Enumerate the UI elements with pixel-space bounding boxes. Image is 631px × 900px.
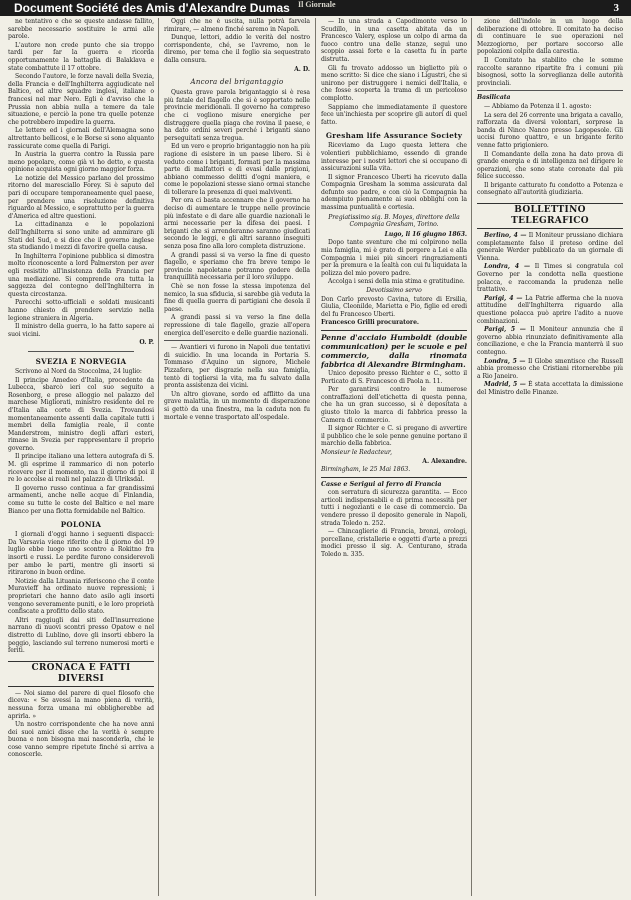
article-body: [321, 142, 467, 211]
newspaper-masthead-fragment: Il Giornale: [298, 0, 336, 9]
column-2: [164, 18, 310, 896]
section-heading: Basilicata: [477, 94, 511, 102]
telegram-item: [477, 232, 623, 262]
paragraph: Le notizie del Messico parlano del prossimo ritorno del maresciallo Forey. Si è saputo del pari di occupare temporaneamente quel paese, per prendere una risoluzione definitiva riguardo al Messico, e soprattutto per la guerra d'America ed altre questioni.: [8, 174, 154, 220]
telegram-text: Il Moniteur annunzia che il governo abbia rinunziato definitivamente alla conciliazione, e che la Francia manterrà il suo contegno.: [477, 326, 623, 356]
paragraph: Riceviamo da Lugo questa lettera che volentieri pubblichiamo, essendo di grande interesse per i nostri lettori che si occupano di assicurazioni sulla vita.: [321, 142, 467, 173]
paragraph: — Chincaglierie di Francia, bronzi, orologi, porcellane, cristallerie e oggetti d'arte a prezzi modici presso il sig. A. Centurano, strada Toledo n. 335.: [321, 528, 467, 559]
telegram-text: Il Times si congratula col Governo per la condotta nella questione polacca, e raccomanda la prudenza nelle trattative.: [477, 263, 623, 294]
paragraph: Accolga i sensi della mia stima e gratitudine.: [328, 278, 465, 286]
column-rule: [158, 18, 159, 896]
paragraph: Il signor Richter e C. si pregano di avvertire il pubblico che le sole penne genuine portano il marchio della fabbrica.: [321, 425, 467, 448]
article-body: [8, 531, 154, 655]
paragraph: Gli fu trovato addosso un biglietto più o meno scritto: Si dice che siano i Ligustri, che si unirono per distruggere i nemici dell'Italia, e che fosse scoperta la trama di un pericoloso complotto.: [321, 64, 467, 102]
column-rule: [315, 18, 316, 896]
telegram-item: [477, 381, 623, 396]
telegram-text: Il Globe smentisce che Russell abbia promesso che Cristiani ritornerebbe più a Rio Janeiro.: [477, 357, 623, 380]
paragraph: In Austria la guerra contro la Russia pare meno popolare, come già vi ho detto, e questa opinione acquista ogni giorno maggior forza.: [8, 151, 154, 174]
article-body: [8, 690, 154, 759]
telegram-item: [477, 358, 623, 381]
telegram-place: Parigi, 4 —: [484, 294, 523, 302]
article-body: [477, 18, 623, 87]
section-heading: Gresham life Assurance Society: [325, 131, 463, 141]
letter-closing: Devotissimo servo: [366, 287, 422, 294]
paragraph: Il Comandante della zona ha dato prova di grande energia e di intelligenza nel dirigere le operazioni, che sono state coronate dal più felice successo.: [477, 150, 623, 181]
paragraph: Il principe Amedeo d'Italia, procedente da Lubecca, sbarcò ieri col suo seguito a Rosenborg, e prese alloggio nel palazzo del marchese Migliorati, ministro residente del re d'Italia alla corte di Svezia. Trovandosi momentaneamente assenti dalla capitale tutti i membri della famiglia reale, il conte Manderstrom, ministro degli affari esteri, rimase in Svezia per rappresentare il proprio governo.: [8, 376, 154, 452]
telegram-place: Parigi, 5 —: [484, 326, 526, 334]
paragraph: In Inghilterra l'opinione pubblica si dimostra molto riconoscente a lord Palmerston per aver egli resistito all'insistenza della Francia per una mediazione. Si comprende ora tutta la saggezza del contegno dell'Inghilterra in questa circostanza.: [8, 252, 154, 298]
column-rule: [471, 18, 472, 896]
paragraph: Le lettere ed i giornali dell'Alemagna sono altrettanto bellicosi, e le Borse si sono alquanto rassicurate come quella di Parigi.: [8, 127, 154, 150]
telegram-place: Londra, 5 —: [484, 357, 526, 365]
paragraph: Dopo tante sventure che mi colpirono nella mia famiglia, mi è grato di porgere a Lei e alla Compagnia i miei più sinceri ringraziamenti per la premura e la lealtà con cui fu liquidata la polizza del mio povero padre.: [321, 239, 467, 277]
article-body: [8, 368, 154, 515]
letter-signer: Don Carlo prevosto Cavina, tutore di Ersilia, Giulia, Cleonilde, Marietta e Pio, figlie ed eredi del fu Francesco Uberti.: [321, 295, 467, 318]
paragraph: A grandi passi si va verso la fine della repressione di tale flagello, grazie all'opera energica dell'esercito e delle guardie nazionali.: [164, 314, 310, 337]
paragraph: Per ora ci basta accennare che il governo ha deciso di aumentare le truppe nelle provincie più infestate e di dare alle guardie nazionali le armi necessarie per la difesa dei paesi. I briganti che si arrenderanno saranno giudicati secondo le leggi, e gli altri saranno inseguiti senza posa fino alla loro completa distruzione.: [164, 197, 310, 251]
paragraph: Un nostro corrispondente che ha nove anni dei suoi amici disse che la verità è sempre buona e non bisogna mai nasconderla, che le cose vanno sempre ripetute finché si arriva a conoscerle.: [8, 721, 154, 759]
letter-place-date: Lugo, li 16 giugno 1863.: [384, 230, 467, 238]
paragraph: Questa grave parola brigantaggio si è resa più fatale del flagello che si è sopportato nelle provincie meridionali. Il governo ha compreso che ci vogliono misure energiche per distruggere quella piaga che rovina il paese, e ha dato ordini severi perché i briganti siano perseguitati senza tregua.: [164, 89, 310, 142]
article-body: [164, 89, 310, 337]
article-signature: O. P.: [139, 339, 154, 347]
paragraph: A grandi passi si va verso la fine di questo flagello, e speriamo che fra breve tempo le provincie napoletane potranno godere della tranquillità necessaria per il loro sviluppo.: [164, 251, 310, 282]
paragraph: — Avantieri vi furono in Napoli due tentativi di suicidio. In una locanda in Portaria S. Tommaso d'Aquino un signore, Michele Pizzafera, per disgrazie nella sua famiglia, tentò di togliersi la vita, ma fu salvato dalla pronta assistenza dei vicini.: [164, 344, 310, 390]
basilicata-title-line: [477, 94, 623, 102]
telegram-item: [477, 263, 623, 293]
paragraph: Il governo russo continua a far grandissimi armamenti, anche nelle acque di Finlandia, come su tutte le coste del Baltico e nel mare Bianco per una flotta formidabile nel Baltico.: [8, 484, 154, 515]
paragraph: Oggi che ne è uscita, nulla potrà farvela rimirare, — almeno finché saremo in Napoli.: [164, 18, 310, 33]
section-heading: BOLLETTINO TELEGRAFICO: [477, 203, 623, 229]
divider: [28, 351, 134, 352]
paragraph: Un altro giovane, sordo ed afflitto da una grave malattia, in un momento di disperazione si gettò da una finestra, ma la caduta non fu mortale e venne trasportato all'ospedale.: [164, 390, 310, 421]
divider: [477, 90, 623, 91]
article-body: [321, 18, 467, 126]
document-title: Document Société des Amis d'Alexandre Dumas: [14, 1, 290, 15]
letter-signer: A. Alexandre.: [422, 457, 467, 465]
paragraph: — Abbiamo da Potenza il 1. agosto:: [484, 102, 592, 110]
letter-secretary: Francesco Grilli procuratore.: [321, 319, 419, 327]
section-heading: CRONACA E FATTI DIVERSI: [8, 661, 154, 687]
paragraph: Il signor Francesco Uberti ha ricevuto dalla Compagnia Gresham la somma assicurata dal defunto suo padre, e con ciò la Compagnia ha adempiuto pienamente ai suoi obblighi con la massima puntualità e cortesia.: [321, 173, 467, 212]
paragraph: Parecchi sotto-ufficiali e soldati musicanti hanno chiesto di prendere servizio nella legione straniera in Algeria.: [8, 299, 154, 322]
section-heading: POLONIA: [60, 520, 102, 530]
article-body: [164, 344, 310, 421]
advertisement-title: Penne d'acciaio Humboldt (double communication) per le scuole e pel commercio, dalla rinomata fabbrica di Alexandre Birmingham.: [321, 332, 467, 369]
letter-addressee: Pregiatissimo sig. B. Moyes, direttore della Compagnia Gresham, Torino.: [328, 213, 460, 229]
telegram-text: La Patrie afferma che la nuova attitudine dell'Inghilterra riguardo alla questione polacca può aprire l'adito a nuove combinazioni.: [477, 294, 623, 325]
divider: [164, 340, 310, 341]
telegram-item: [477, 326, 623, 356]
telegram-text: Il Moniteur prussiano dichiara completamente falso il preteso ordine del generale Werder pubblicato da un giornale di Vienna.: [477, 232, 623, 262]
paragraph: — Noi siamo del parere di quel filosofo che diceva: « Se avessi la mano piena di verità, nessuna forza umana mi obbligherebbe ad aprirla. »: [8, 689, 154, 720]
section-heading: SVEZIA E NORVEGIA: [35, 356, 127, 366]
article-body: [477, 103, 623, 197]
paragraph: Il Comitato ha stabilito che le somme raccolte saranno ripartite fra i comuni più bisognosi, sotto la sorveglianza delle autorità provinciali.: [477, 56, 623, 87]
paragraph: Ed un vero e proprio brigantaggio non ha più ragione di esistere in un paese libero. Si è veduto come i briganti, formati per la massima parte di malfattori e di evasi dalle prigioni, abbiano commesso delitti d'ogni maniera, e come le popolazioni stesse siano ormai stanche di tollerare la presenza di quei malviventi.: [164, 143, 310, 196]
paragraph: Chè se non fosse la stessa impotenza del nemico, la sua sfiducia, si sarebbe già veduta la fine di quella guerra di partigiani che desola il paese.: [164, 283, 310, 313]
paragraph: Notizie dalla Lituania riferiscono che il conte Muravieff ha ordinato nuove repressioni; i proprietari che hanno dato asilo agli insorti vengono severamente puniti, e le loro proprietà confiscate a profitto dello stato.: [8, 577, 154, 616]
paragraph: Il principe italiano una lettera autografa di S. M. gli esprime il rammarico di non poterlo ricevere per il momento, ma il giorno di poi il re lo accolse ai reali nel palazzo di Ulriksdal.: [8, 453, 154, 484]
article-body: [321, 239, 467, 286]
telegram-place: Londra, 4 —: [484, 263, 531, 271]
telegram-item: [477, 295, 623, 325]
section-heading: Ancora del brigantaggio: [190, 78, 284, 87]
paragraph: ne tentativo e che se queste andasse fallito, sarebbe necessario sostituire le armi alle parole.: [8, 18, 154, 41]
letter-salutation: Monsieur le Redacteur,: [321, 448, 392, 456]
advertisement-title: Casse e Serigui al ferro di Francia: [321, 479, 442, 488]
paragraph: Altri raggiugli dai siti dell'insurrezione narrano di nuovi scontri presso Opatow e nel distretto di Lublino, dove gli insorti ebbero la peggio, lasciando sul terreno numerosi morti e feriti.: [8, 616, 154, 655]
article-body: [164, 18, 310, 65]
paragraph: Scrivono al Nord da Stoccolma, 24 luglio:: [15, 367, 142, 375]
column-4: [477, 18, 623, 896]
telegram-list: [477, 232, 623, 396]
article-body: [321, 370, 467, 448]
letter-place-date: Birmingham, le 25 Mai 1863.: [321, 466, 411, 474]
document-header-bar: [0, 0, 631, 16]
telegram-text: È stata accettata la dimissione del Ministro delle Finanze.: [477, 381, 623, 396]
paragraph: La cittadinanza e le popolazioni dell'Inghilterra si sono unite ad ammirare gli Stati del Sud, e si dice che il governo inglese sta studiando i mezzi di favorire quella causa.: [8, 221, 154, 252]
paragraph: Per garantirsi contro le numerose contraffazioni dell'etichetta di questa penna, che ha un gran successo, si è depositata a giusto titolo la marca di fabbrica presso la Camera di commercio.: [321, 386, 467, 424]
article-body: [321, 489, 467, 558]
column-3: [321, 18, 467, 896]
paragraph: Secondo l'autore, le forze navali della Svezia, della Francia e dell'Inghilterra aggiudicate nel Baltico, ed altre squadre inglesi, italiane o francesi nel mar Nero. Egli è d'avviso che la Prussia non abbia nulla a temere da tale situazione, e perciò la pone tra quelle potenze che potrebbero impedire la guerra.: [8, 73, 154, 126]
article-signature: A. D.: [294, 65, 310, 73]
paragraph: Il ministro della guerra, lo ha fatto sapere ai suoi vicini.: [8, 323, 154, 338]
paragraph: Il brigante catturato fu condotto a Potenza e consegnato all'autorità giudiziaria.: [477, 181, 623, 197]
advertisement: [321, 330, 467, 478]
paragraph: I giornali d'oggi hanno i seguenti dispacci: Da Varsavia viene riferito che il giorno del 19 luglio ebbe luogo uno scontro a Rokitno fra insorti e russi. Le perdite furono considerevoli per ambo le parti, mentre gli insorti si ritirarono in buon ordine.: [8, 531, 154, 577]
article-body: [8, 18, 154, 338]
paragraph: Sappiamo che immediatamente il questore fece un'inchiesta per scoprire gli autori di quel fatto.: [321, 103, 467, 126]
paragraph: L'autore non crede punto che sia troppo tardi per far la guerra e ricorda opportunamente la battaglia di Balaklava e state combattute il 17 ottobre.: [8, 41, 154, 72]
page-number: 3: [613, 2, 619, 14]
paragraph: con serratura di sicurezza garantita. — Ecco articoli indispensabili e di prima necessità per tutti i negozianti e le case di commercio. Da vendere presso il deposito generale in Napoli, strada Toledo n. 252.: [321, 489, 467, 527]
paragraph: — In una strada a Capodimonte verso lo Scudillo, in una casetta abitata da un Francesco Valery, esplose un colpo di arma da fuoco contro una delle stanze, seguì uno scoppio assai forte e la casetta fu in parte distrutta.: [321, 18, 467, 63]
paragraph: Dunque, lettori, addio le verità del nostro corrispondente, ché, se l'avremo, non le diremo, per tema che il foglio sia sequestrato dalla censura.: [164, 34, 310, 64]
paragraph: La sera del 26 corrente una brigata a cavallo, rafforzata da diversi volontari, sorprese la banda di Ninco Nanco presso Lagopesole. Gli uccisi furono quattro, e un brigante ferito venne fatto prigioniero.: [477, 111, 623, 149]
telegram-place: Madrid, 5 —: [484, 381, 526, 389]
column-1: [8, 18, 154, 896]
paragraph: Unico deposito presso Richter e C., sotto il Porticato di S. Francesco di Paola n. 11.: [321, 369, 467, 385]
paragraph: zione dell'indole in un luogo della deliberazione di ottobre. Il comitato ha deciso di continuare le sue operazioni nel Mezzogiorno, per portare soccorso alle popolazioni colpite dalla carestia.: [477, 18, 623, 56]
telegram-place: Berlino, 4 —: [484, 232, 527, 240]
